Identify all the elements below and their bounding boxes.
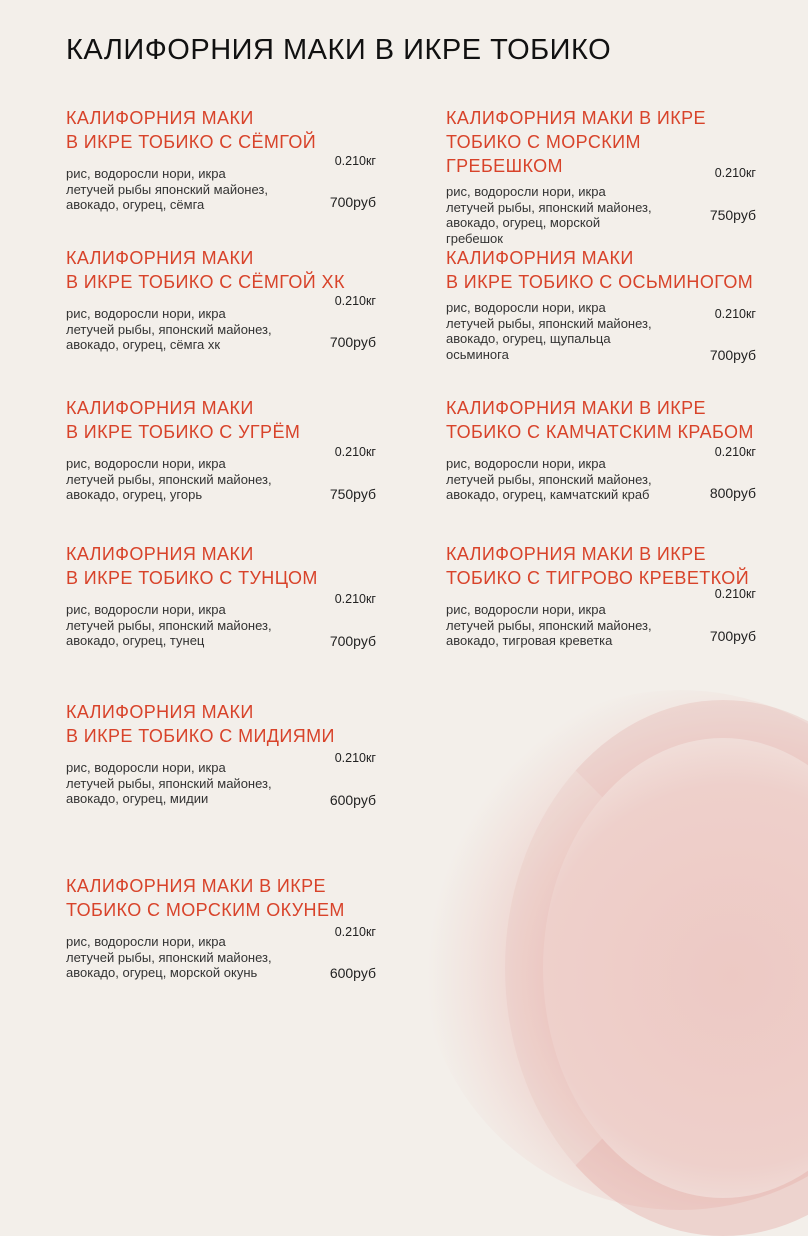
- menu-item: [446, 106, 756, 246]
- item-description: рис, водоросли нори, икра летучей рыбы, японский майонез, авокадо, огурец, щупальца осьминога: [446, 300, 652, 362]
- item-weight: 0.210кг: [334, 751, 376, 765]
- item-weight: 0.210кг: [334, 445, 376, 459]
- item-price: 750руб: [709, 207, 756, 223]
- item-name: КАЛИФОРНИЯ МАКИ В ИКРЕ ТОБИКО С МОРСКИМ ГРЕБЕШКОМ: [446, 108, 706, 176]
- item-weight: 0.210кг: [714, 587, 756, 601]
- item-name: КАЛИФОРНИЯ МАКИ В ИКРЕ ТОБИКО С КАМЧАТСКИМ КРАБОМ: [446, 398, 754, 442]
- item-price: 750руб: [329, 486, 376, 502]
- item-weight: 0.210кг: [714, 307, 756, 321]
- menu-item: [446, 396, 756, 503]
- item-description: рис, водоросли нори, икра летучей рыбы, японский майонез, авокадо, огурец, морской гребешок: [446, 184, 652, 246]
- menu-item: [66, 874, 376, 981]
- item-price: 700руб: [329, 633, 376, 649]
- item-name: КАЛИФОРНИЯ МАКИ В ИКРЕ ТОБИКО С СЁМГОЙ: [66, 108, 317, 152]
- item-weight: 0.210кг: [334, 925, 376, 939]
- item-price: 600руб: [329, 965, 376, 981]
- page-title: КАЛИФОРНИЯ МАКИ В ИКРЕ ТОБИКО: [66, 34, 612, 66]
- item-description: рис, водоросли нори, икра летучей рыбы, японский майонез, авокадо, тигровая креветка: [446, 602, 652, 648]
- item-weight: 0.210кг: [334, 294, 376, 308]
- item-weight: 0.210кг: [334, 592, 376, 606]
- item-weight: 0.210кг: [714, 166, 756, 180]
- item-description: рис, водоросли нори, икра летучей рыбы, японский майонез, авокадо, огурец, мидии: [66, 760, 272, 806]
- item-name: КАЛИФОРНИЯ МАКИ В ИКРЕ ТОБИКО С ОСЬМИНОГОМ: [446, 248, 754, 292]
- item-price: 600руб: [329, 792, 376, 808]
- item-description: рис, водоросли нори, икра летучей рыбы, японский майонез, авокадо, огурец, сёмга хк: [66, 306, 272, 352]
- item-price: 700руб: [709, 347, 756, 363]
- menu-item: [66, 542, 376, 649]
- menu-item: [66, 106, 376, 213]
- item-description: рис, водоросли нори, икра летучей рыбы японский майонез, авокадо, огурец, сёмга: [66, 166, 269, 212]
- item-price: 700руб: [329, 194, 376, 210]
- item-name: КАЛИФОРНИЯ МАКИ В ИКРЕ ТОБИКО С МИДИЯМИ: [66, 702, 335, 746]
- item-description: рис, водоросли нори, икра летучей рыбы, японский майонез, авокадо, огурец, камчатский краб: [446, 456, 652, 502]
- item-price: 700руб: [329, 334, 376, 350]
- item-description: рис, водоросли нори, икра летучей рыбы, японский майонез, авокадо, огурец, морской окунь: [66, 934, 272, 980]
- menu-item: [66, 396, 376, 503]
- item-weight: 0.210кг: [334, 154, 376, 168]
- item-weight: 0.210кг: [714, 445, 756, 459]
- item-name: КАЛИФОРНИЯ МАКИ В ИКРЕ ТОБИКО С УГРЁМ: [66, 398, 301, 442]
- item-name: КАЛИФОРНИЯ МАКИ В ИКРЕ ТОБИКО С ТУНЦОМ: [66, 544, 318, 588]
- item-price: 800руб: [709, 485, 756, 501]
- menu-item: [446, 542, 756, 649]
- item-name: КАЛИФОРНИЯ МАКИ В ИКРЕ ТОБИКО С ТИГРОВО КРЕВЕТКОЙ: [446, 544, 750, 588]
- menu-item: [66, 700, 376, 807]
- item-name: КАЛИФОРНИЯ МАКИ В ИКРЕ ТОБИКО С СЁМГОЙ ХК: [66, 248, 345, 292]
- item-description: рис, водоросли нори, икра летучей рыбы, японский майонез, авокадо, огурец, угорь: [66, 456, 272, 502]
- menu-item: [446, 246, 756, 362]
- item-name: КАЛИФОРНИЯ МАКИ В ИКРЕ ТОБИКО С МОРСКИМ ОКУНЕМ: [66, 876, 345, 920]
- item-description: рис, водоросли нори, икра летучей рыбы, японский майонез, авокадо, огурец, тунец: [66, 602, 272, 648]
- item-price: 700руб: [709, 628, 756, 644]
- menu-item: [66, 246, 376, 353]
